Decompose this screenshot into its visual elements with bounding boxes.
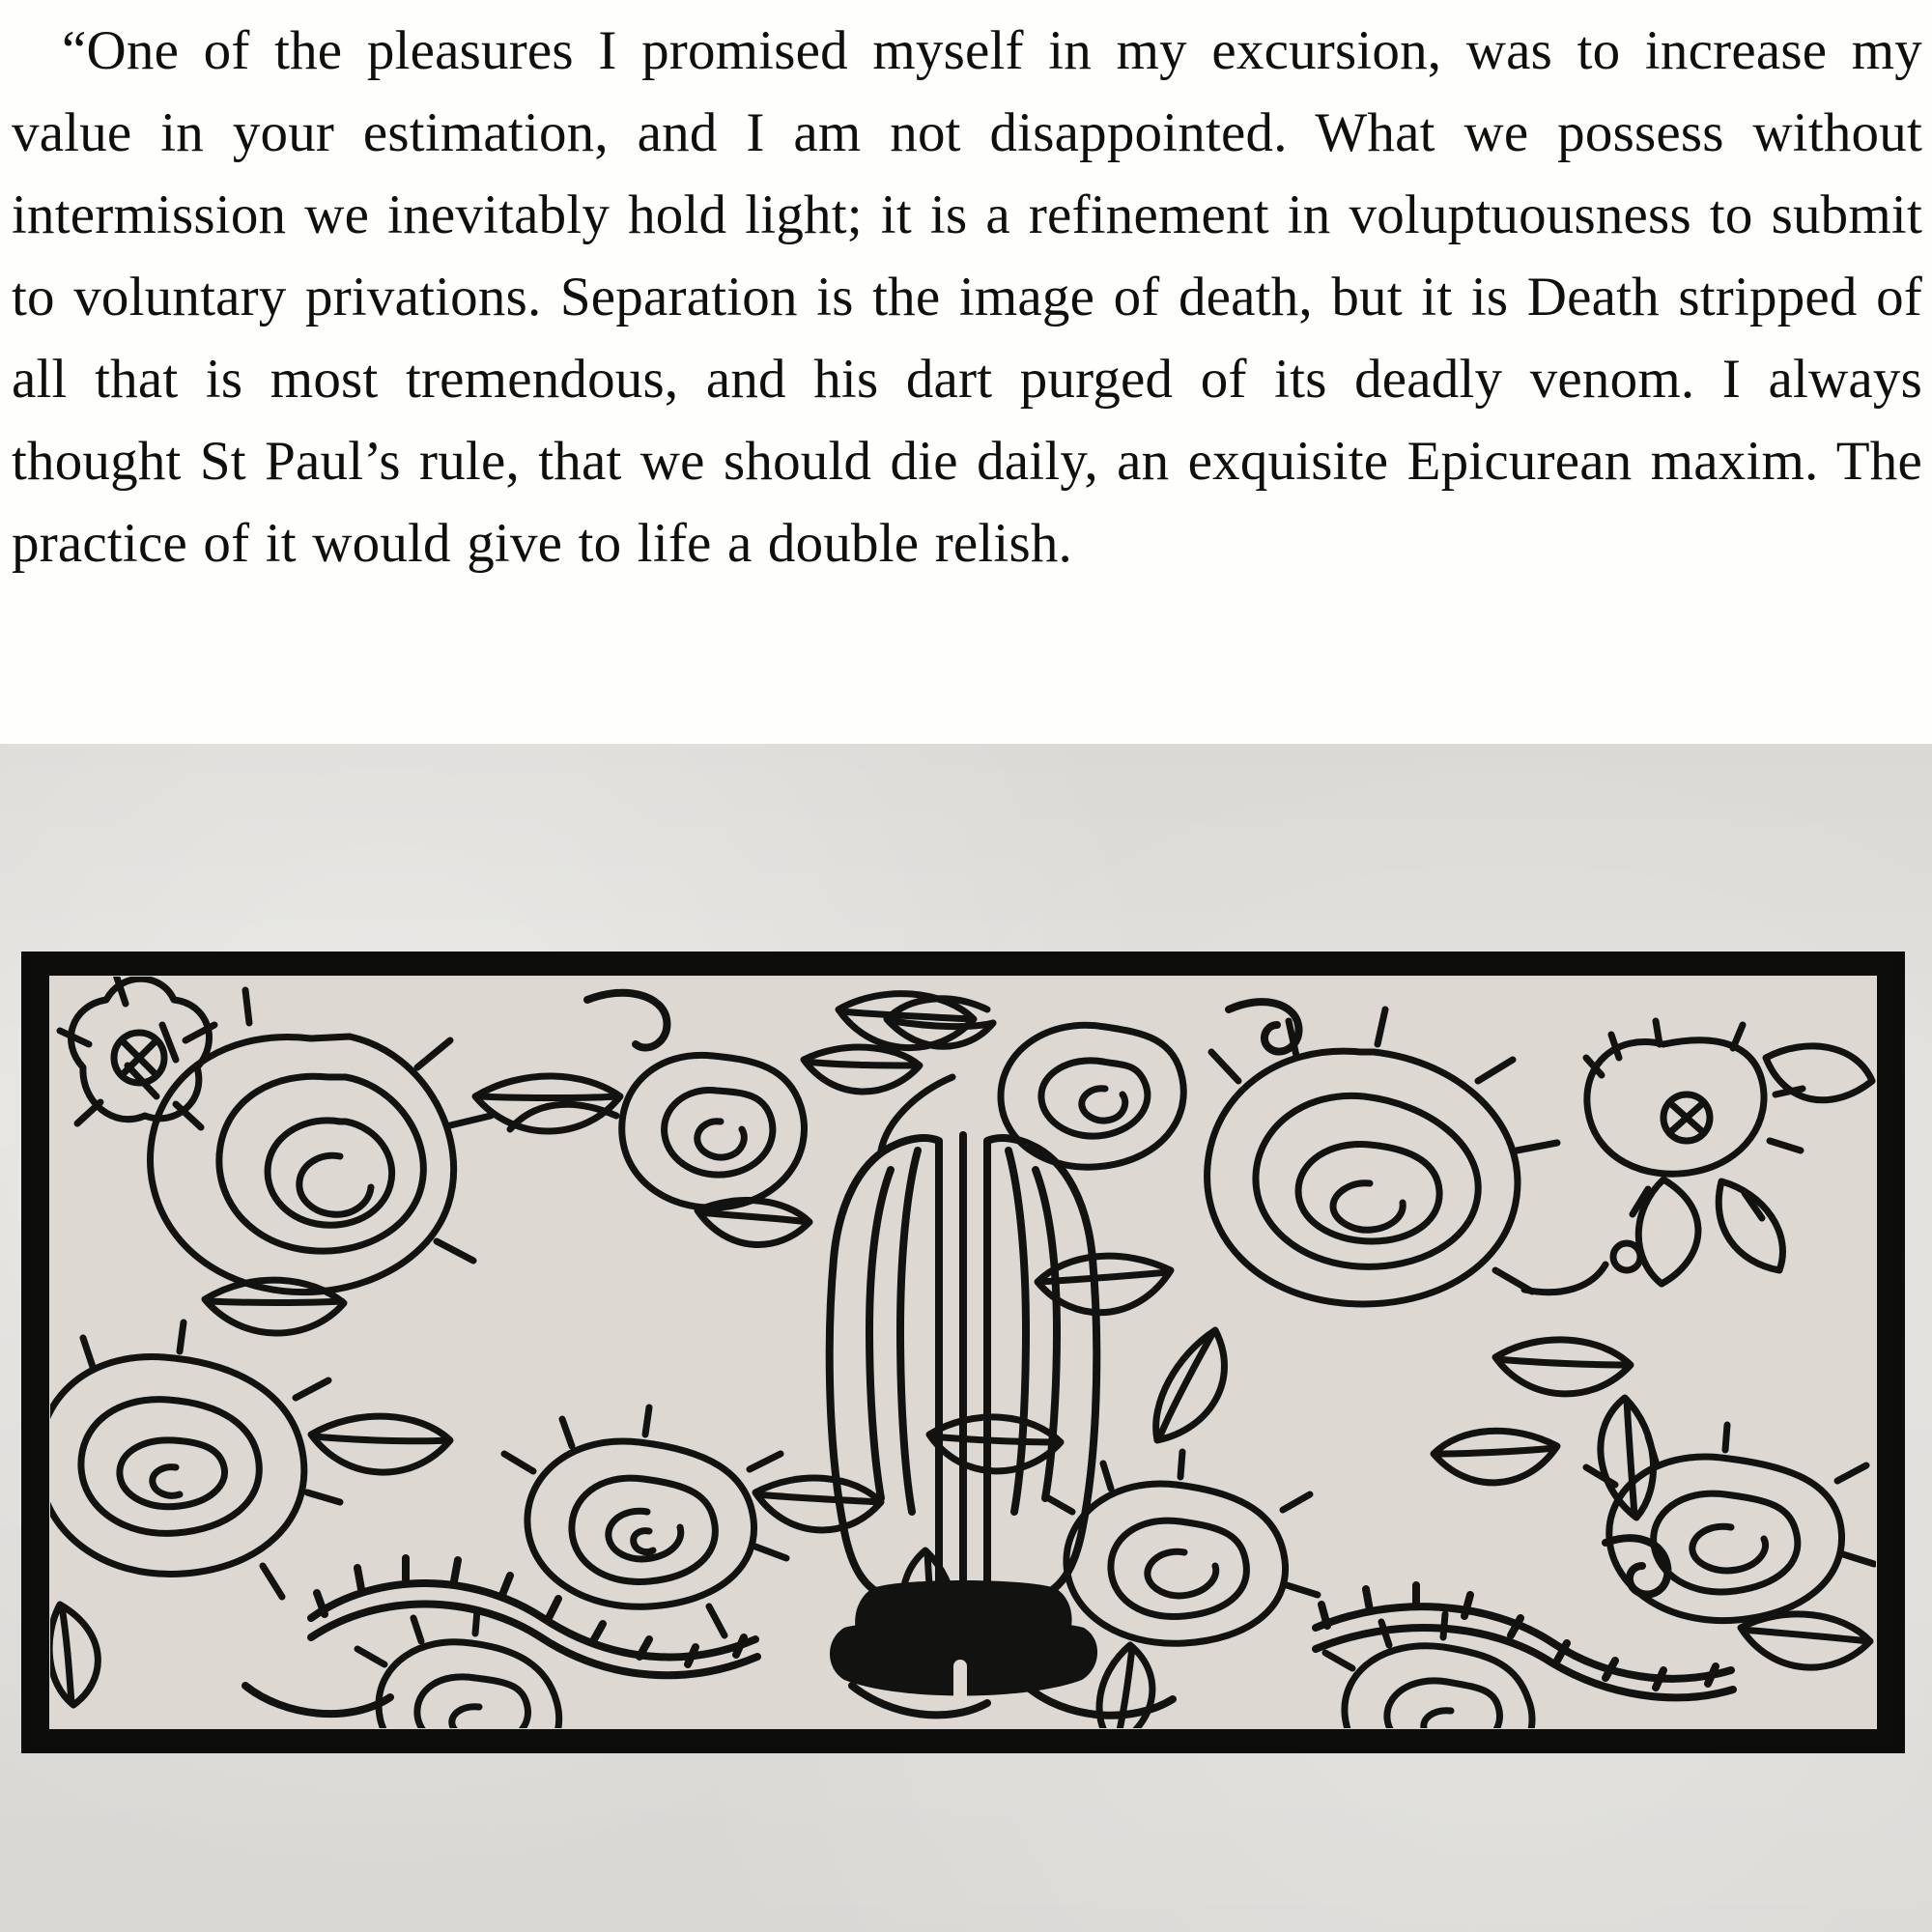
text-block bbox=[0, 0, 1932, 744]
body-paragraph: “One of the pleasures I promised myself in my excursion, was to increase my value in your estimation, and I am not disappointed. What we possess without intermission we inevitably hold light; it is a refinement in voluptuousness to submit to voluntary privations. Separation is the image of death, but it is Death stripped of all that is most tremendous, and his dart purged of its deadly venom. I always thought St Paul’s rule, that we should die daily, an exquisite Epicurean maxim. The practice of it would give to life a double relish. bbox=[12, 20, 1922, 574]
illustration-plate-area bbox=[0, 744, 1932, 1932]
praying-hands-and-roses-woodcut bbox=[21, 952, 1905, 1753]
